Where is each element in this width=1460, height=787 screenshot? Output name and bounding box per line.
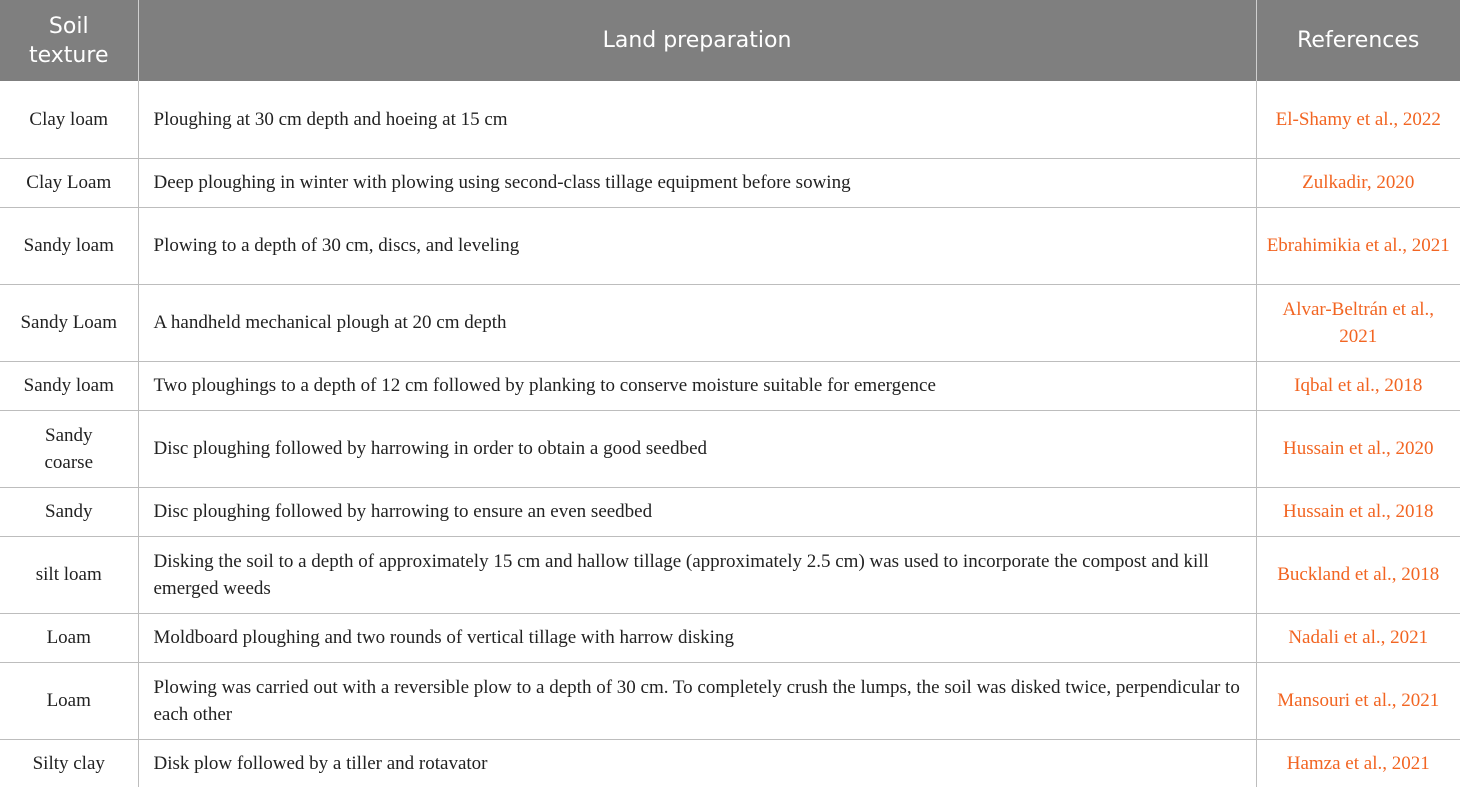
land-preparation-cell: Disc ploughing followed by harrowing in order to obtain a good seedbed xyxy=(138,410,1256,487)
soil-texture-cell: Sandy Loam xyxy=(0,284,138,361)
table-row xyxy=(0,361,1460,410)
soil-texture-cell: Clay loam xyxy=(0,81,138,158)
land-preparation-cell: Ploughing at 30 cm depth and hoeing at 15 cm xyxy=(138,81,1256,158)
land-preparation-cell: Disc ploughing followed by harrowing to ensure an even seedbed xyxy=(138,487,1256,536)
soil-texture-cell: Silty clay xyxy=(0,739,138,787)
reference-link[interactable]: Hussain et al., 2020 xyxy=(1256,410,1460,487)
reference-link[interactable]: Zulkadir, 2020 xyxy=(1256,158,1460,207)
land-preparation-cell: Disking the soil to a depth of approximately 15 cm and hallow tillage (approximately 2.5 cm) was used to incorporate the compost and kill emerged weeds xyxy=(138,536,1256,613)
table-body xyxy=(0,81,1460,787)
land-preparation-cell: Deep ploughing in winter with plowing using second-class tillage equipment before sowing xyxy=(138,158,1256,207)
table-row xyxy=(0,487,1460,536)
soil-texture-cell: silt loam xyxy=(0,536,138,613)
header-row xyxy=(0,0,1460,81)
land-preparation-cell: Plowing was carried out with a reversible plow to a depth of 30 cm. To completely crush the lumps, the soil was disked twice, perpendicular to each other xyxy=(138,662,1256,739)
land-preparation-cell: Two ploughings to a depth of 12 cm followed by planking to conserve moisture suitable for emergence xyxy=(138,361,1256,410)
table-row xyxy=(0,410,1460,487)
soil-texture-cell: Loam xyxy=(0,662,138,739)
reference-link[interactable]: Mansouri et al., 2021 xyxy=(1256,662,1460,739)
table-header xyxy=(0,0,1460,81)
soil-texture-cell: Sandy loam xyxy=(0,207,138,284)
reference-link[interactable]: Iqbal et al., 2018 xyxy=(1256,361,1460,410)
soil-texture-cell: Sandy xyxy=(0,487,138,536)
table-row xyxy=(0,81,1460,158)
table-row xyxy=(0,739,1460,787)
soil-texture-cell: Clay Loam xyxy=(0,158,138,207)
header-soil-texture-label: Soil texture xyxy=(29,13,109,68)
header-references: References xyxy=(1256,0,1460,81)
reference-link[interactable]: Hussain et al., 2018 xyxy=(1256,487,1460,536)
soil-texture-cell: Sandy loam xyxy=(0,361,138,410)
land-preparation-cell: Disk plow followed by a tiller and rotavator xyxy=(138,739,1256,787)
reference-link[interactable]: Alvar-Beltrán et al., 2021 xyxy=(1256,284,1460,361)
land-preparation-cell: Plowing to a depth of 30 cm, discs, and leveling xyxy=(138,207,1256,284)
land-preparation-cell: Moldboard ploughing and two rounds of vertical tillage with harrow disking xyxy=(138,613,1256,662)
table-row xyxy=(0,284,1460,361)
table-row xyxy=(0,613,1460,662)
header-soil-texture xyxy=(0,0,138,81)
reference-link[interactable]: Buckland et al., 2018 xyxy=(1256,536,1460,613)
header-land-preparation: Land preparation xyxy=(138,0,1256,81)
soil-texture-cell: Loam xyxy=(0,613,138,662)
soil-texture-label: Sandy coarse xyxy=(44,424,94,473)
table-row xyxy=(0,207,1460,284)
table-row xyxy=(0,158,1460,207)
reference-link[interactable]: Ebrahimikia et al., 2021 xyxy=(1256,207,1460,284)
reference-link[interactable]: Nadali et al., 2021 xyxy=(1256,613,1460,662)
reference-link[interactable]: El-Shamy et al., 2022 xyxy=(1275,108,1441,130)
land-preparation-cell: A handheld mechanical plough at 20 cm depth xyxy=(138,284,1256,361)
reference-link[interactable]: Hamza et al., 2021 xyxy=(1256,739,1460,787)
table-row xyxy=(0,536,1460,613)
table-row xyxy=(0,662,1460,739)
soil-texture-cell xyxy=(0,410,138,487)
